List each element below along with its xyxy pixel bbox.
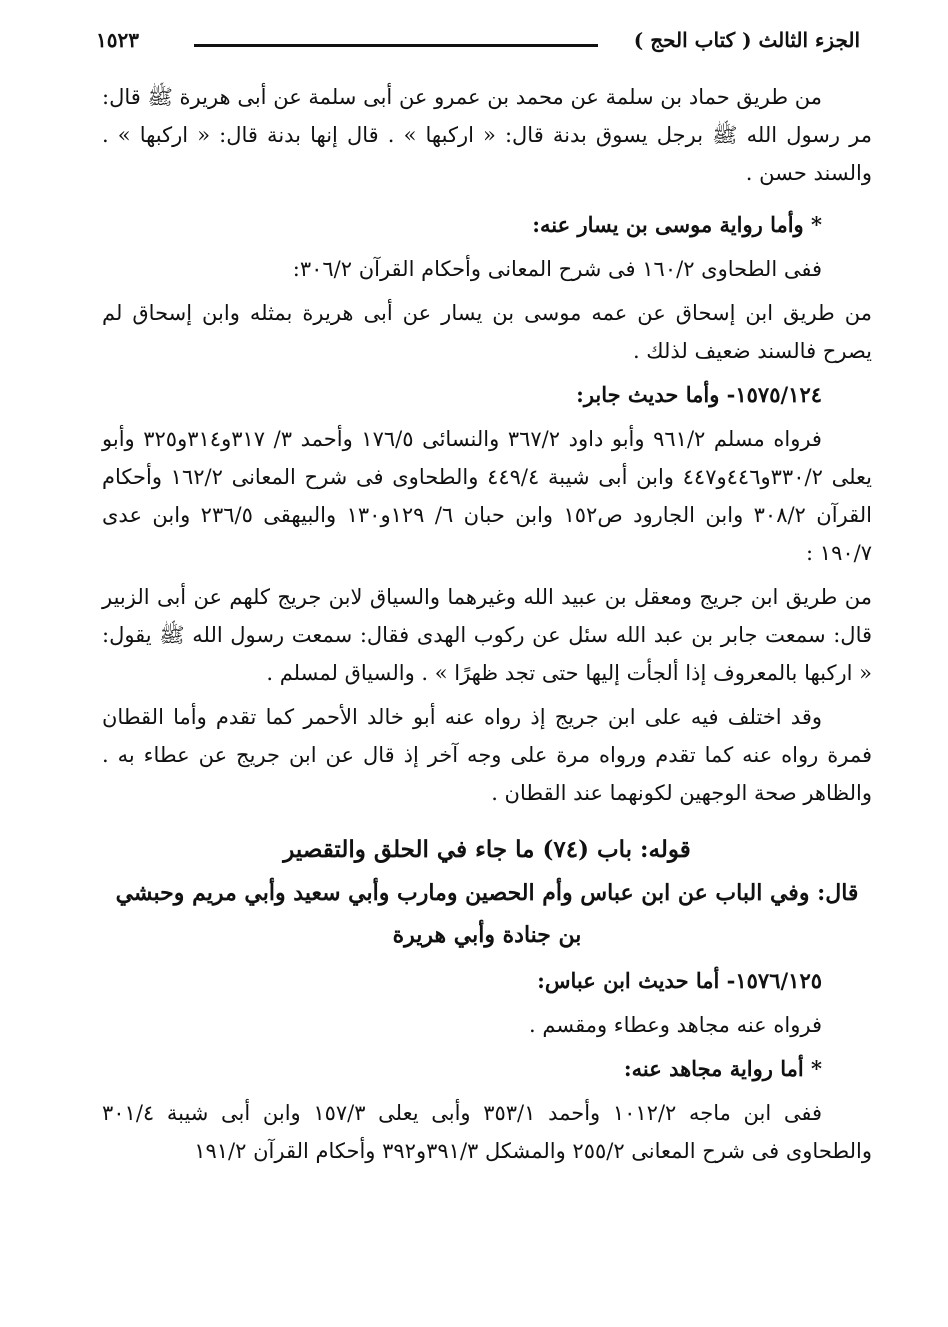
- paragraph: فرواه عنه مجاهد وعطاء ومقسم .: [529, 1013, 822, 1037]
- section-label: * أما رواية مجاهد عنه:: [623, 1056, 822, 1081]
- section-label: * وأما رواية موسى بن يسار عنه:: [532, 212, 822, 237]
- page-body: [102, 78, 872, 1170]
- hadith-heading: ١٥٧٦/١٢٥- أما حديث ابن عباس:: [537, 968, 822, 993]
- paragraph: وقد اختلف فيه على ابن جريج إذ رواه عنه أبو خالد الأحمر كما تقدم وأما القطان فمرة رواه عنه كما تقدم ورواه مرة على وجه آخر إذ قال عن ابن جريج عن عطاء به . والظاهر صحة الوجهين لكونهما عند القطان .: [102, 705, 872, 805]
- paragraph: فرواه مسلم ٩٦١/٢ وأبو داود ٣٦٧/٢ والنسائى ١٧٦/٥ وأحمد ٣/ ٣١٧و٣١٤و٣٢٥ وأبو يعلى ٣٣٠/٢و٤٤٦و٤٤٧ وابن أبى شيبة ٤٤٩/٤ والطحاوى فى شرح المعانى ١٦٢/٢ وأحكام القرآن ٣٠٨/٢ وابن الجارود ص١٥٢ وابن حبان ٦/ ١٢٩و١٣٠ والبيهقى ٢٣٦/٥ وابن عدى ١٩٠/٧ :: [102, 427, 872, 565]
- paragraph: من طريق ابن إسحاق عن عمه موسى بن يسار عن أبى هريرة بمثله وابن إسحاق لم يصرح فالسند ضعيف لذلك .: [102, 301, 872, 363]
- page-header: [96, 28, 860, 62]
- paragraph: من طريق ابن جريج ومعقل بن عبيد الله وغيرهما والسياق لابن جريج كلهم عن أبى الزبير قال: سمعت جابر بن عبد الله سئل عن ركوب الهدى فقال: سمعت رسول الله ﷺ يقول: « اركبها بالمعروف إذا ألجأت إليها حتى تجد ظهرًا » . والسياق لمسلم .: [102, 585, 872, 685]
- running-title: الجزء الثالث ( كتاب الحج ): [633, 28, 860, 52]
- paragraph: من طريق حماد بن سلمة عن محمد بن عمرو عن أبى سلمة عن أبى هريرة ﷺ قال: مر رسول الله ﷺ برجل يسوق بدنة قال: « اركبها » . قال إنها بدنة قال: « اركبها » . والسند حسن .: [102, 85, 872, 185]
- page-number: ١٥٢٣: [96, 28, 139, 52]
- paragraph: ففى الطحاوى ١٦٠/٢ فى شرح المعانى وأحكام القرآن ٣٠٦/٢:: [292, 257, 822, 281]
- chapter-heading: قوله: باب (٧٤) ما جاء في الحلق والتقصير: [283, 836, 691, 863]
- hadith-heading: ١٥٧٥/١٢٤- وأما حديث جابر:: [576, 382, 822, 407]
- chapter-quote: قال: وفي الباب عن ابن عباس وأم الحصين ومارب وأبي سعيد وأبي مريم وحبشي بن جنادة وأبي هريرة: [115, 880, 859, 948]
- header-rule: [194, 44, 598, 47]
- paragraph: ففى ابن ماجه ١٠١٢/٢ وأحمد ٣٥٣/١ وأبى يعلى ١٥٧/٣ وابن أبى شيبة ٣٠١/٤ والطحاوى فى شرح المعانى ٢٥٥/٢ والمشكل ٣٩١/٣و٣٩٢ وأحكام القرآن ١٩١/٢: [102, 1101, 872, 1163]
